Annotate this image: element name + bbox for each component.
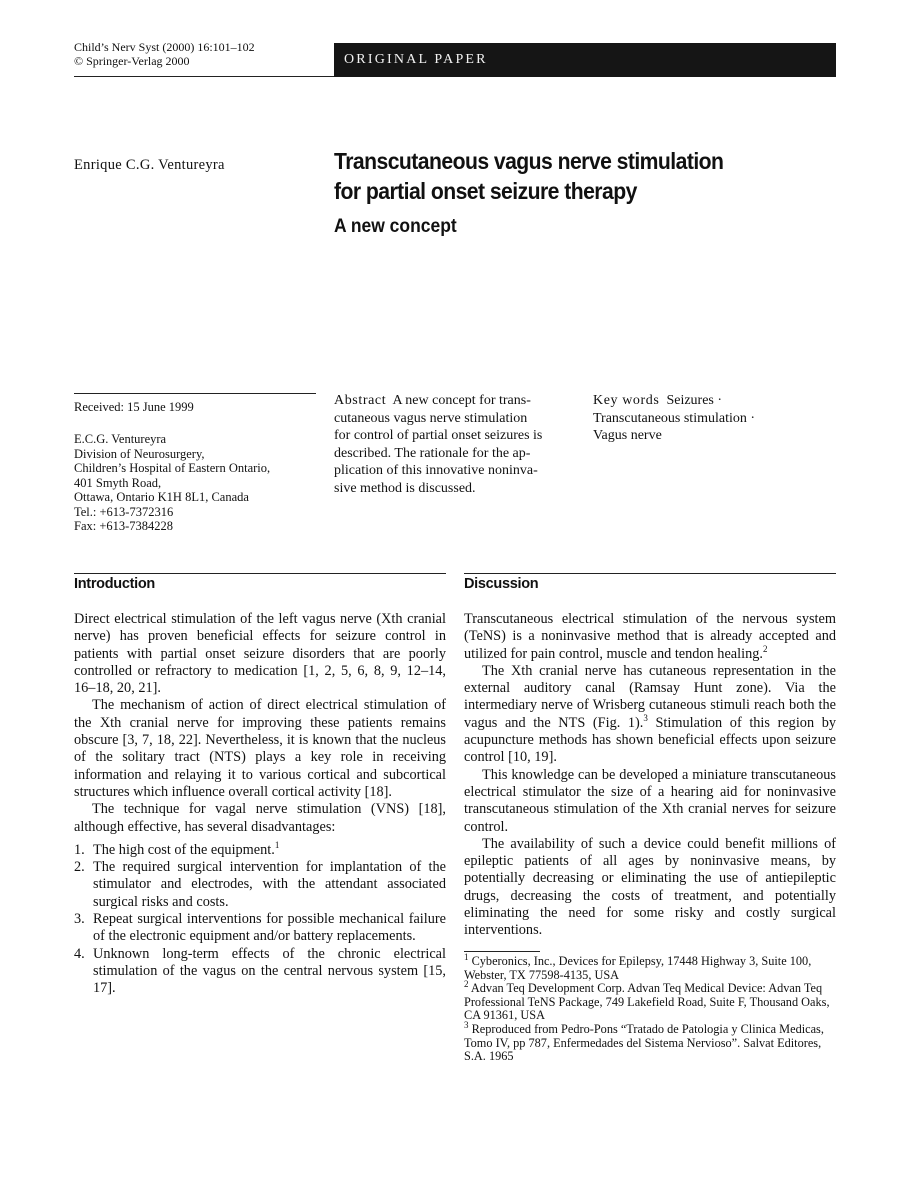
keyword-line: Vagus nerve — [593, 428, 662, 444]
section-banner — [334, 43, 836, 77]
keyword-line: Transcutaneous stimulation · — [593, 410, 756, 426]
footnote-ref: 2 — [762, 643, 768, 654]
abstract-line: A new concept for trans- — [392, 393, 531, 408]
introduction-paragraph: The mechanism of action of direct electrical stimulation of the Xth cranial nerve for improving these patients remains obscure [3, 7, 18, 22]. Nevertheless, it is known that the nucleus of the solitary tract (NTS) plays a key role in receiving information and relaying it to various cortical and subcortical structures which influence overall cortical activity [18]. — [74, 697, 446, 800]
introduction-heading: Introduction — [74, 576, 155, 592]
discussion-paragraph: The availability of such a device could benefit millions of epileptic patients of all ages by noninvasive means, by potentially decreasing or eliminating the use of antiepileptic drugs, decreasing the costs of treatment, and potentially eliminating the need for some risky and costly surgical interventions. — [464, 835, 836, 939]
address-line: Fax: +613-7384228 — [74, 519, 174, 533]
abstract-line: sive method is discussed. — [334, 480, 476, 496]
footnote-text: Cyberonics, Inc., Devices for Epilepsy, 17448 Highway 3, Suite 100, Webster, TX 77598-4135, USA — [464, 954, 812, 982]
discussion-paragraph — [464, 611, 836, 663]
article-title — [334, 146, 794, 206]
address-line: Tel.: +613-7372316 — [74, 504, 174, 519]
discussion-heading: Discussion — [464, 576, 539, 592]
introduction-body — [74, 611, 446, 998]
footnote-number: 1 — [464, 951, 469, 962]
keywords-block — [593, 392, 838, 445]
list-item-text: Repeat surgical interventions for possible mechanical failure of the electronic equipment and/or battery replacements. — [93, 911, 446, 945]
footnotes — [464, 951, 836, 1064]
disadvantages-list — [74, 842, 446, 998]
footnote-text: Advan Teq Development Corp. Advan Teq Medical Device: Advan Teq Professional TeNS Package, 749 Lakefield Road, Suite F, Thousand Oaks, CA 91361, USA — [464, 981, 830, 1023]
list-item — [74, 842, 446, 859]
footnote-ref: 3 — [643, 713, 648, 724]
list-item — [74, 859, 446, 911]
list-item-number: 1. — [74, 841, 85, 858]
article-title-line-1: Transcutaneous vagus nerve stimulation — [334, 148, 724, 174]
footnote — [464, 1019, 836, 1064]
journal-citation-block — [74, 40, 255, 68]
list-item-text: The required surgical intervention for implantation of the stimulator and electrodes, with the attendant associated surgical risks and costs. — [93, 859, 446, 910]
address-line: Children’s Hospital of Eastern Ontario, — [74, 461, 271, 475]
address-line: E.C.G. Ventureyra — [74, 432, 167, 446]
article-subtitle: A new concept — [334, 216, 457, 237]
footnote-ref: 1 — [274, 840, 280, 851]
header-rule — [74, 76, 334, 77]
list-item-number: 4. — [74, 945, 85, 962]
discussion-text: Stimulation of this region by acupuncture methods has shown beneficial effects upon seizure control [10, 19]. — [464, 714, 836, 766]
list-item-number: 2. — [74, 859, 85, 876]
abstract-line: cutaneous vagus nerve stimulation — [334, 410, 528, 426]
author-name: Enrique C.G. Ventureyra — [74, 157, 225, 173]
introduction-paragraph: Direct electrical stimulation of the left vagus nerve (Xth cranial nerve) has proven beneficial effects for seizure control in patients with partial onset seizure disorders that are poorly controlled or refractory to medication [1, 2, 5, 6, 8, 9, 12–14, 16–18, 20, 21]. — [74, 611, 446, 697]
footnote-number: 2 — [464, 979, 469, 990]
article-title-line-2: for partial onset seizure therapy — [334, 178, 637, 204]
abstract-line: for control of partial onset seizures is — [334, 428, 543, 444]
discussion-text: Transcutaneous electrical stimulation of the nervous system (TeNS) is a noninvasive method that is already accepted and utilized for pain control, muscle and tendon healing. — [464, 611, 836, 662]
discussion-rule — [464, 573, 836, 574]
discussion-paragraph: This knowledge can be developed a miniature transcutaneous electrical stimulator the size of a hearing aid for noninvasive transcutaneous stimulation of the Xth cranial nerves for seizure control. — [464, 766, 836, 835]
address-line: Division of Neurosurgery, — [74, 446, 205, 461]
abstract-label: Abstract — [334, 393, 387, 408]
discussion-text: The Xth cranial nerve has cutaneous representation in the external auditory canal (Ramsay Hunt zone). Via the intermediary nerve of Wrisberg cutaneous stimuli reach both the vagus and the NTS (Fig. 1). — [464, 662, 836, 731]
introduction-rule — [74, 573, 446, 574]
discussion-paragraph — [464, 663, 836, 767]
list-item-text: Unknown long-term effects of the chronic electrical stimulation of the vagus on the central nervous system [15, 17]. — [93, 945, 446, 997]
footnote — [464, 979, 836, 1023]
received-date: Received: 15 June 1999 — [74, 400, 194, 414]
list-item — [74, 946, 446, 998]
footnote-rule — [464, 951, 540, 952]
address-line: 401 Smyth Road, — [74, 475, 162, 490]
list-item — [74, 911, 446, 946]
keyword-line: Seizures · — [666, 393, 723, 408]
abstract-line: plication of this innovative noninva- — [334, 463, 538, 479]
journal-citation: Child’s Nerv Syst (2000) 16:101–102 — [74, 40, 255, 54]
discussion-body — [464, 611, 836, 940]
list-item-number: 3. — [74, 911, 85, 928]
list-item-text: The high cost of the equipment. — [93, 841, 275, 858]
keywords-label: Key words — [593, 393, 660, 408]
footnote — [464, 951, 836, 982]
abstract-block — [334, 392, 584, 498]
address-line: Ottawa, Ontario K1H 8L1, Canada — [74, 490, 249, 504]
journal-copyright: © Springer-Verlag 2000 — [74, 54, 190, 68]
abstract-line: described. The rationale for the ap- — [334, 445, 531, 461]
introduction-paragraph: The technique for vagal nerve stimulation (VNS) [18], although effective, has several disadvantages: — [74, 801, 446, 835]
footnote-number: 3 — [464, 1019, 469, 1030]
footnote-text: Reproduced from Pedro-Pons “Tratado de Patologia y Clinica Medicas, Tomo IV, pp 787, Enfermedades del Sistema Nervioso”. Salvat Editores, S.A. 1965 — [464, 1021, 824, 1064]
section-banner-label: ORIGINAL PAPER — [344, 52, 488, 67]
sidebar-rule — [74, 393, 316, 394]
author-address — [74, 432, 324, 534]
